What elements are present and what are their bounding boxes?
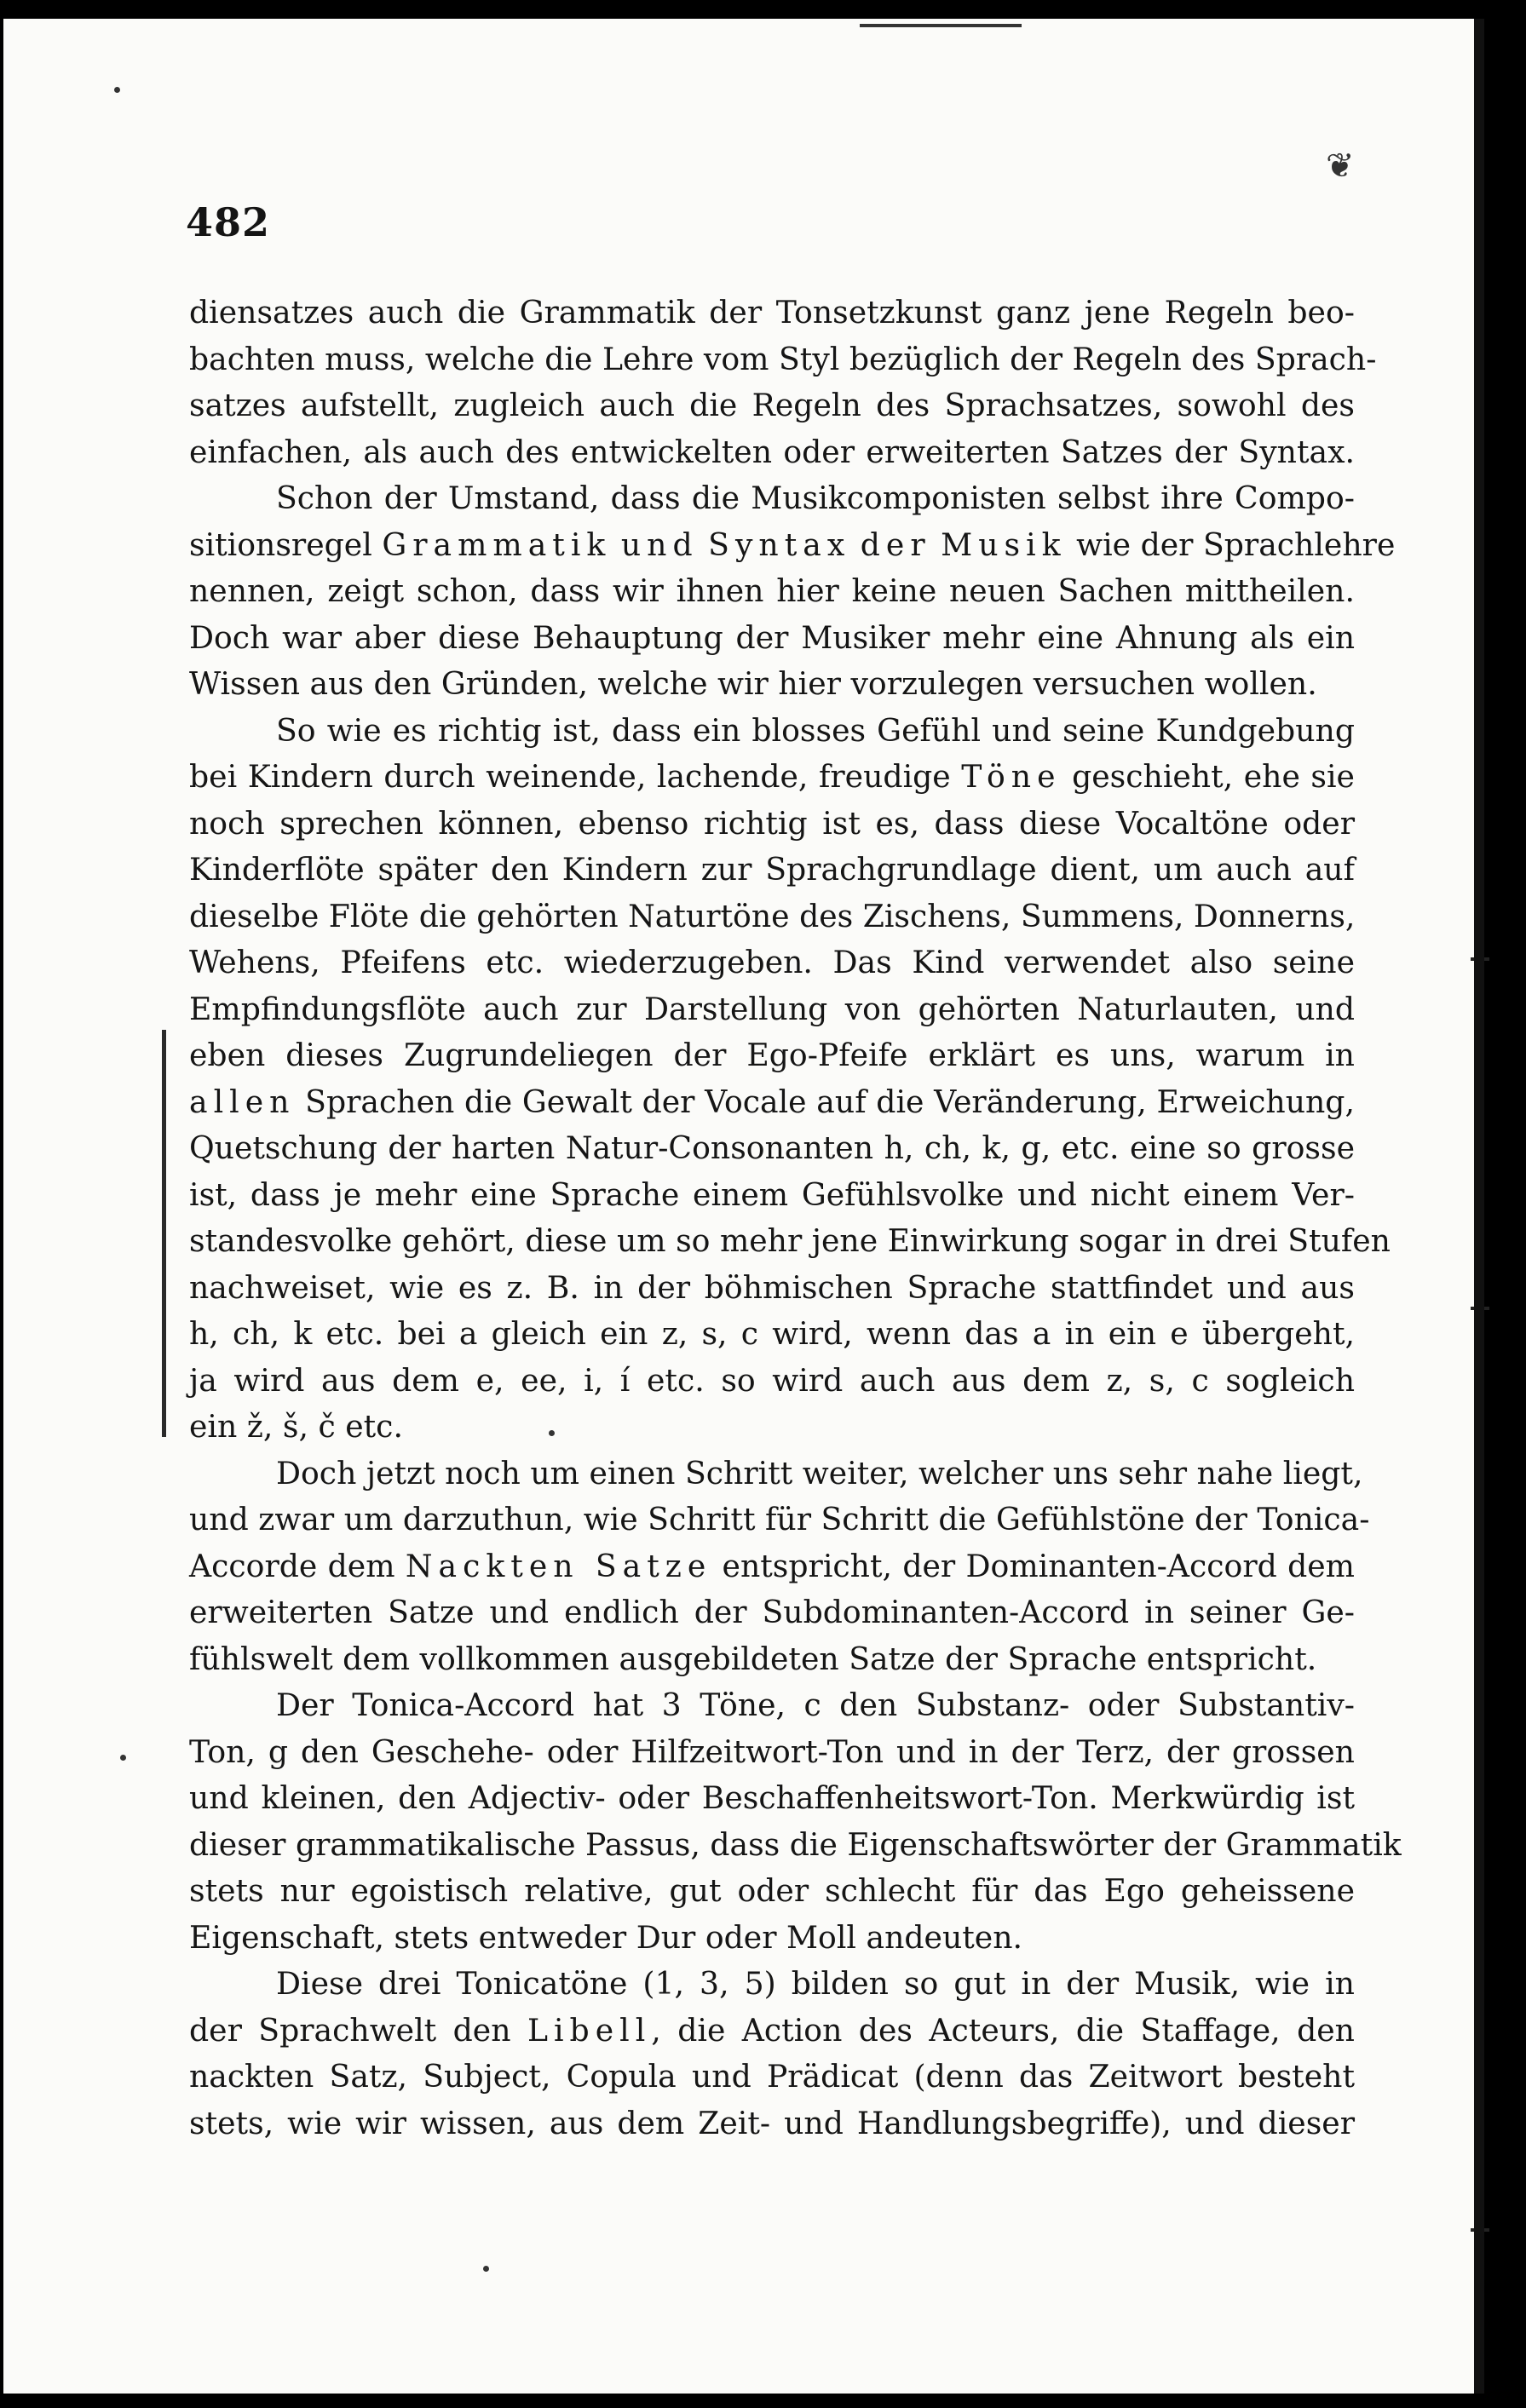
- text-line: Eigenschaft, stets entweder Dur oder Moll andeuten.: [189, 1918, 1023, 1956]
- text-fragment: der Sprachwelt den: [189, 2011, 511, 2049]
- scan-speck: [120, 1755, 126, 1761]
- text-fragment: wie der Sprachlehre: [1076, 526, 1396, 563]
- text-line: Doch jetzt noch um einen Schritt weiter, welcher uns sehr nahe liegt,: [276, 1454, 1363, 1491]
- text-line: [189, 1543, 1355, 1590]
- spaced-term: der: [860, 526, 931, 563]
- text-line: [189, 522, 1396, 569]
- scan-speck: [549, 1430, 555, 1436]
- text-line: Wehens, Pfeifens etc. wiederzugeben. Das Kind verwendet also seine: [189, 944, 1355, 980]
- text-line: stets nur egoistisch relative, gut oder schlecht für das Ego geheissene: [189, 1872, 1355, 1909]
- text-line: und zwar um darzuthun, wie Schritt für Schritt die Gefühlstöne der Tonica-: [189, 1501, 1370, 1537]
- text-line: satzes aufstellt, zugleich auch die Regeln des Sprachsatzes, sowohl des: [189, 387, 1355, 423]
- text-fragment: sitionsregel: [189, 526, 372, 563]
- spaced-term: Musik: [941, 526, 1067, 563]
- page-edge-shadow: [1474, 19, 1484, 2394]
- margin-marker-line: [162, 1030, 166, 1437]
- book-page: [3, 19, 1484, 2394]
- text-line: Schon der Umstand, dass die Musikcomponisten selbst ihre Compo-: [276, 480, 1355, 516]
- text-line: Kinderflöte später den Kindern zur Sprachgrundlage dient, um auch auf: [189, 851, 1355, 888]
- body-text: [189, 290, 1402, 2147]
- text-line: ein ž, š, č etc.: [189, 1408, 403, 1445]
- text-line: ist, dass je mehr eine Sprache einem Gefühlsvolke und nicht einem Ver-: [189, 1175, 1355, 1213]
- text-line: eben dieses Zugrundeliegen der Ego-Pfeife erklärt es uns, warum in: [189, 1037, 1355, 1073]
- spaced-term: Töne: [961, 758, 1062, 795]
- scan-speck: [114, 87, 120, 93]
- text-line: dieselbe Flöte die gehörten Naturtöne des Zischens, Summens, Donnerns,: [189, 897, 1356, 934]
- scan-blot: ❦: [1326, 147, 1355, 186]
- page-number: 482: [186, 199, 271, 245]
- text-line: So wie es richtig ist, dass ein blosses Gefühl und seine Kundgebung: [276, 711, 1355, 749]
- text-fragment: Sprachen die Gewalt der Vocale auf die Veränderung, Erweichung,: [305, 1083, 1355, 1120]
- text-fragment: , die Action des Acteurs, die Staffage, den: [651, 2011, 1355, 2049]
- text-fragment: Accorde dem: [189, 1547, 395, 1584]
- text-line: Ton, g den Geschehe- oder Hilfzeitwort-Ton und in der Terz, der grossen: [189, 1733, 1355, 1770]
- scan-edge-line: [860, 24, 1022, 27]
- text-line: ja wird aus dem e, ee, i, í etc. so wird auch aus dem z, s, c sogleich: [189, 1361, 1355, 1399]
- spaced-term: Grammatik: [382, 526, 612, 563]
- text-line: [189, 2008, 1355, 2055]
- spaced-term: allen: [189, 1083, 296, 1120]
- text-line: stets, wie wir wissen, aus dem Zeit- und Handlungsbegriffe), und dieser: [189, 2104, 1355, 2141]
- text-line: Empfindungsflöte auch zur Darstellung von gehörten Naturlauten, und: [189, 990, 1355, 1027]
- text-line: nachweiset, wie es z. B. in der böhmischen Sprache stattfindet und aus: [189, 1268, 1355, 1306]
- text-line: Der Tonica-Accord hat 3 Töne, c den Substanz- oder Substantiv-: [276, 1687, 1355, 1723]
- text-line: Doch war aber diese Behauptung der Musiker mehr eine Ahnung als ein: [189, 618, 1355, 656]
- spaced-term: und: [620, 526, 699, 563]
- text-line: nennen, zeigt schon, dass wir ihnen hier keine neuen Sachen mittheilen.: [189, 572, 1355, 609]
- text-line: fühlswelt dem vollkommen ausgebildeten Satze der Sprache entspricht.: [189, 1640, 1317, 1677]
- text-line: und kleinen, den Adjectiv- oder Beschaffenheitswort-Ton. Merkwürdig ist: [189, 1779, 1355, 1816]
- text-line: erweiterten Satze und endlich der Subdominanten-Accord in seiner Ge-: [189, 1594, 1355, 1630]
- scan-speck: [483, 2266, 489, 2272]
- text-line: nackten Satz, Subject, Copula und Prädicat (denn das Zeitwort besteht: [189, 2058, 1355, 2095]
- text-line: Diese drei Tonicatöne (1, 3, 5) bilden so gut in der Musik, wie in: [276, 1965, 1355, 2002]
- text-line: dieser grammatikalische Passus, dass die Eigenschaftswörter der Grammatik: [189, 1825, 1402, 1863]
- text-line: h, ch, k etc. bei a gleich ein z, s, c wird, wenn das a in ein e übergeht,: [189, 1315, 1355, 1352]
- text-line: Wissen aus den Gründen, welche wir hier vorzulegen versuchen wollen.: [189, 665, 1317, 702]
- text-fragment: bei Kindern durch weinende, lachende, freudige: [189, 758, 951, 795]
- text-line: diensatzes auch die Grammatik der Tonsetzkunst ganz jene Regeln beo-: [189, 294, 1355, 330]
- spaced-term: Nackten Satze: [405, 1547, 712, 1584]
- text-fragment: geschieht, ehe sie: [1072, 758, 1355, 795]
- text-line: bachten muss, welche die Lehre vom Styl bezüglich der Regeln des Sprach-: [189, 340, 1377, 377]
- spaced-term: Syntax: [708, 526, 851, 563]
- text-line: [189, 754, 1355, 801]
- text-line: einfachen, als auch des entwickelten oder erweiterten Satzes der Syntax.: [189, 433, 1355, 470]
- text-line: standesvolke gehört, diese um so mehr jene Einwirkung sogar in drei Stufen: [189, 1222, 1391, 1259]
- text-fragment: entspricht, der Dominanten-Accord dem: [722, 1547, 1355, 1584]
- spaced-term: Libell: [527, 2011, 652, 2049]
- text-line: Quetschung der harten Natur-Consonanten h, ch, k, g, etc. eine so grosse: [189, 1129, 1355, 1166]
- text-line: [189, 1079, 1355, 1126]
- text-line: noch sprechen können, ebenso richtig ist es, dass diese Vocaltöne oder: [189, 804, 1355, 842]
